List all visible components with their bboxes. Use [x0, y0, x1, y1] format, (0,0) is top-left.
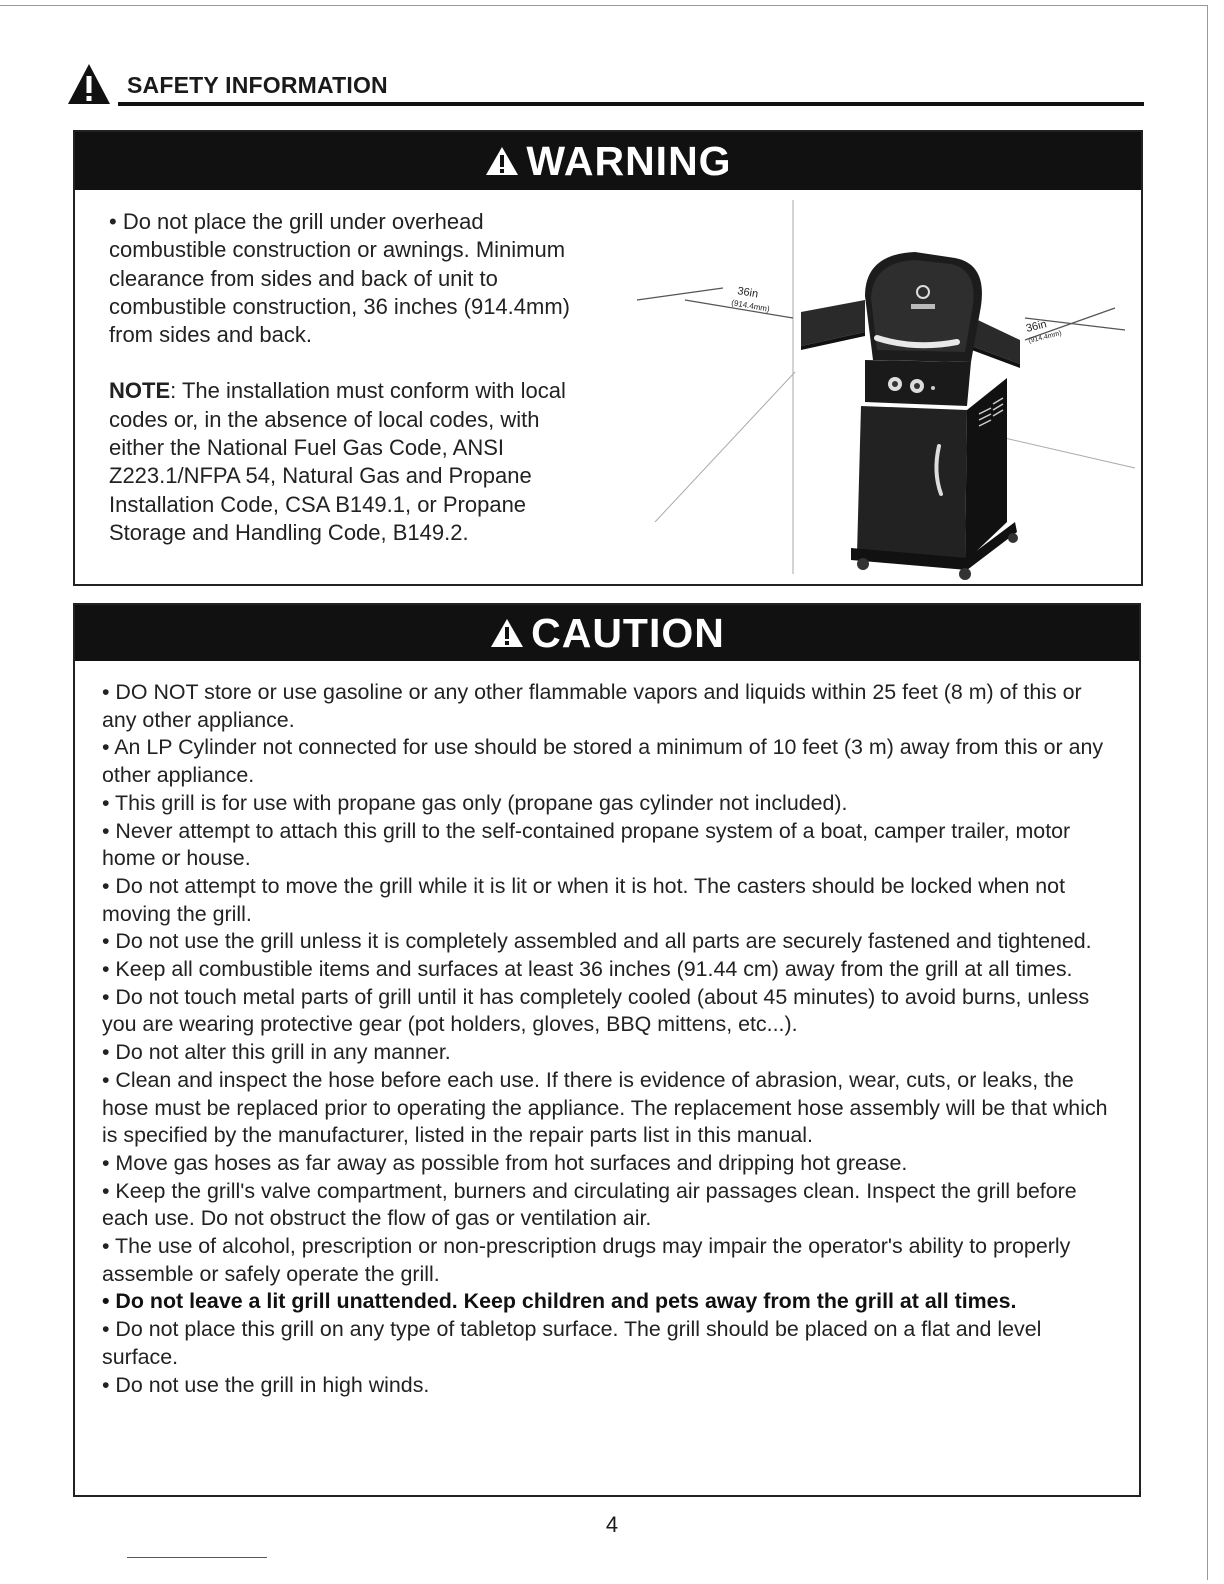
caution-item: • Do not attempt to move the grill while it is lit or when it is hot. The casters should be locked when not moving the grill. [102, 873, 1066, 926]
note-label: NOTE [109, 378, 171, 404]
warning-triangle-icon [484, 145, 520, 177]
header-rule [118, 102, 1144, 106]
page-number: 4 [605, 1512, 619, 1537]
caution-item: • Move gas hoses as far away as possible from hot surfaces and dripping hot grease. [102, 1150, 908, 1175]
caution-item: • Do not use the grill in high winds. [102, 1372, 430, 1397]
caution-item: • This grill is for use with propane gas only (propane gas cylinder not included). [102, 790, 848, 815]
caution-item-emphasis: • Do not leave a lit grill unattended. Keep children and pets away from the grill at all times. [102, 1289, 1017, 1314]
warning-note [109, 377, 599, 547]
caution-heading: CAUTION [531, 609, 725, 656]
warning-heading-bar [75, 132, 1141, 190]
caution-item: • Do not place this grill on any type of tabletop surface. The grill should be placed on a flat and level surface. [102, 1317, 1042, 1369]
caution-item: • Do not alter this grill in any manner. [102, 1040, 451, 1065]
right-clearance-mm: (914.4mm) [1027, 329, 1063, 345]
right-clearance-inches: 36in [1024, 318, 1048, 335]
caution-item: • Keep all combustible items and surfaces at least 36 inches (91.44 cm) away from the grill at all times. [102, 957, 1073, 982]
grill-clearance-diagram [615, 192, 1145, 584]
warning-triangle-icon [489, 617, 525, 649]
caution-item: • Do not touch metal parts of grill until it has completely cooled (about 45 minutes) to avoid burns, unless you are wearing protective gear (pot holders, gloves, BBQ mittens, etc...). [102, 984, 1090, 1037]
caution-heading-bar [75, 605, 1139, 661]
caution-box [73, 603, 1141, 1497]
caution-item: • Keep the grill's valve compartment, burners and circulating air passages clean. Inspect the grill before each use. Do not obstruct the flow of gas or ventilation air. [102, 1178, 1077, 1231]
warning-box [73, 130, 1143, 586]
caution-item: • An LP Cylinder not connected for use should be stored a minimum of 10 feet (3 m) away from this or any other appliance. [102, 735, 1104, 788]
footer-line [127, 1557, 267, 1558]
note-text: : The installation must conform with local codes or, in the absence of local codes, with either the National Fuel Gas Code, ANSI Z223.1/NFPA 54, Natural Gas and Propane Installation Code, CSA B149.1, or Propane Storage and Handling Code, B149.2. [109, 378, 566, 545]
left-clearance-mm: (914.4mm) [730, 298, 771, 314]
warning-bullet: • Do not place the grill under overhead combustible construction or awnings. Minimum clearance from sides and back of unit to combustible construction, 36 inches (914.4mm) from sides and back. [109, 209, 570, 348]
caution-item: • Clean and inspect the hose before each use. If there is evidence of abrasion, wear, cuts, or leaks, the hose must be replaced prior to operating the appliance. The replacement hose assembly will be that which is specified by the manufacturer, listed in the repair parts list in this manual. [102, 1067, 1108, 1148]
warning-text [109, 208, 599, 547]
warning-triangle-icon [66, 62, 112, 106]
caution-item: • The use of alcohol, prescription or non-prescription drugs may impair the operator's ability to properly assemble or safely operate the grill. [102, 1234, 1071, 1286]
left-clearance-inches: 36in [736, 285, 760, 301]
caution-list [102, 679, 1122, 1399]
caution-item: • DO NOT store or use gasoline or any other flammable vapors and liquids within 25 feet (8 m) of this or any other appliance. [102, 680, 1082, 732]
caution-item: • Never attempt to attach this grill to the self-contained propane system of a boat, camper trailer, motor home or house. [102, 818, 1071, 871]
section-title: SAFETY INFORMATION [127, 72, 388, 98]
warning-heading: WARNING [526, 137, 732, 184]
caution-item: • Do not use the grill unless it is completely assembled and all parts are securely fastened and tightened. [102, 929, 1092, 954]
section-header [66, 62, 1144, 106]
